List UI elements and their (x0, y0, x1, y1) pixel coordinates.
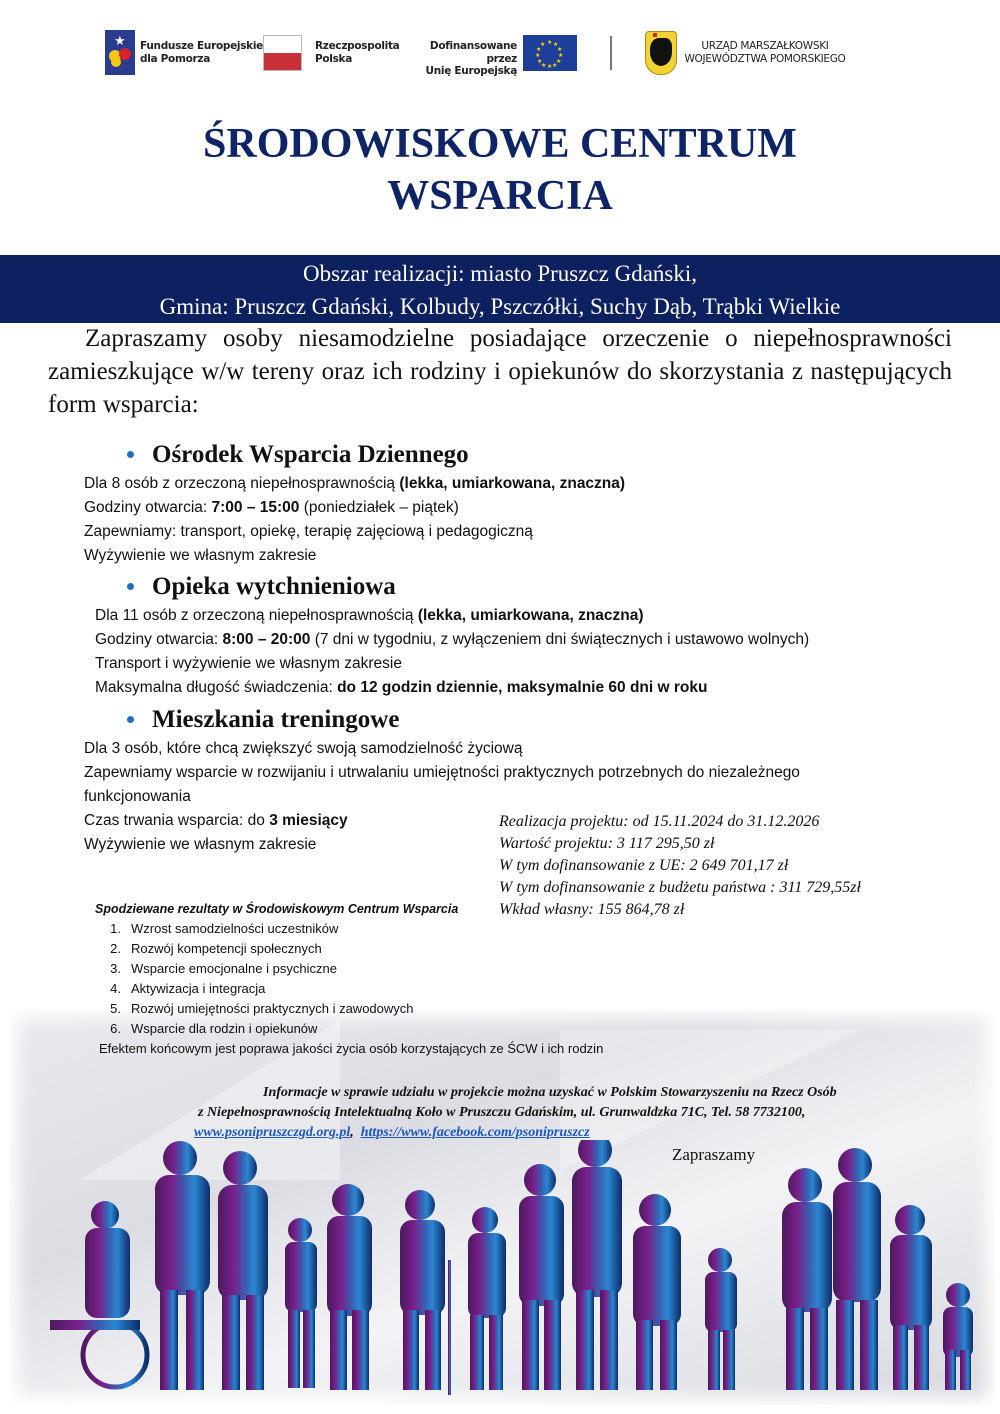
section-line: Wyżywienie we własnym zakresie (84, 547, 317, 564)
section-line: Transport i wyżywienie we własnym zakresie (95, 655, 402, 672)
results-summary: Efektem końcowym jest poprawa jakości życia osób korzystających ze ŚCW i ich rodzin (99, 1041, 604, 1056)
result-item: 3. Wsparcie emocjonalne i psychiczne (110, 961, 337, 976)
fin-total-value: Wartość projektu: 3 117 295,50 zł (499, 835, 715, 852)
link-separator: , (350, 1125, 361, 1140)
umwp-line2: WOJEWÓDZTWA POMORSKIEGO (684, 52, 846, 65)
closing-invitation: Zapraszamy (672, 1145, 756, 1164)
rp-line1: Rzeczpospolita (315, 40, 400, 52)
umwp-line1: URZĄD MARSZAŁKOWSKI (701, 40, 829, 52)
section-body-respite-care (95, 604, 809, 700)
umwp-logo-text (680, 40, 850, 65)
eu-line1: Dofinansowane przez (429, 40, 517, 65)
polish-flag-icon (263, 35, 302, 71)
facebook-link[interactable]: https://www.facebook.com/psonipruszcz (360, 1125, 590, 1140)
section-heading-text: Ośrodek Wsparcia Dziennego (152, 441, 469, 468)
section-body-daily-center (84, 472, 625, 568)
eu-logo-text (405, 40, 517, 78)
rp-logo-text (315, 40, 399, 65)
page-title (0, 118, 1000, 222)
section-line: Godziny otwarcia: 8:00 – 20:00 (7 dni w tygodniu, z wyłączeniem dni świątecznych i ustawowo wolnych) (95, 631, 810, 648)
fin-own-contribution: Wkład własny: 155 864,78 zł (499, 901, 685, 918)
expected-results (95, 899, 603, 1059)
contact-links (180, 1123, 900, 1143)
results-list (97, 919, 603, 1039)
band-line2: Gmina: Pruszcz Gdański, Kolbudy, Pszczółki, Suchy Dąb, Trąbki Wielkie (159, 294, 841, 319)
section-heading-text: Mieszkania treningowe (152, 706, 400, 733)
title-line2: WSPARCIA (387, 173, 613, 219)
result-item: 5. Rozwój umiejętności praktycznych i zawodowych (110, 1001, 414, 1016)
fin-eu-funding: W tym dofinansowanie z UE: 2 649 701,17 zł (499, 857, 789, 874)
logo-bar (105, 28, 855, 78)
contact-line1: Informacje w sprawie udziału w projekcie można uzyskać w Polskim Stowarzyszeniu na Rzecz Osób (263, 1085, 837, 1100)
fe-logo-icon: ★ (105, 30, 135, 75)
result-item: 6. Wsparcie dla rodzin i opiekunów (110, 1021, 318, 1036)
eu-flag-icon: ★ ★ ★ ★ ★ ★ ★ ★ ★ ★ ★ ★ (523, 35, 577, 71)
result-item: 4. Aktywizacja i integracja (110, 981, 266, 996)
rp-line2: Polska (315, 52, 353, 65)
fe-logo-text (140, 40, 263, 65)
eu-line2: Unię Europejską (425, 65, 517, 77)
result-item: 2. Rozwój kompetencji społecznych (110, 941, 322, 956)
intro-paragraph: Zapraszamy osoby niesamodzielne posiadające orzeczenie o niepełnosprawności zamieszkujące w/w tereny oraz ich rodziny i opiekunów do skorzystania z następujących form wsparcia: (48, 325, 952, 418)
fin-period: Realizacja projektu: od 15.11.2024 do 31.12.2026 (499, 813, 820, 830)
band-line1: Obszar realizacji: miasto Pruszcz Gdański, (302, 261, 698, 286)
section-line: Czas trwania wsparcia: do 3 miesiący (84, 812, 348, 829)
bullet-icon (127, 583, 134, 590)
section-line: Dla 11 osób z orzeczoną niepełnosprawnością (lekka, umiarkowana, znaczna) (95, 607, 644, 624)
section-heading-daily-center (127, 440, 469, 470)
website-link[interactable]: www.psonipruszczgd.org.pl (194, 1125, 351, 1140)
section-line: Wyżywienie we własnym zakresie (84, 836, 317, 853)
section-line: funkcjonowania (84, 788, 191, 805)
area-banner (0, 255, 1000, 323)
section-heading-text: Opieka wytchnieniowa (152, 573, 396, 600)
section-line: Zapewniamy wsparcie w rozwijaniu i utrwalaniu umiejętności praktycznych potrzebnych do niezależnego (84, 764, 800, 781)
bullet-icon (127, 451, 134, 458)
logo-divider (610, 36, 612, 70)
section-line: Dla 8 osób z orzeczoną niepełnosprawnością (lekka, umiarkowana, znaczna) (84, 475, 626, 492)
pomorskie-crest-icon (645, 31, 677, 75)
result-item: 1. Wzrost samodzielności uczestników (110, 921, 339, 936)
fin-state-funding: W tym dofinansowanie z budżetu państwa : 311 729,55zł (499, 879, 861, 896)
section-line: Maksymalna długość świadczenia: do 12 godzin dziennie, maksymalnie 60 dni w roku (95, 679, 708, 696)
fe-line2: dla Pomorza (140, 52, 210, 65)
section-line: Godziny otwarcia: 7:00 – 15:00 (poniedziałek – piątek) (84, 499, 459, 516)
section-heading-training-flats (127, 705, 399, 735)
section-line: Zapewniamy: transport, opiekę, terapię zajęciową i pedagogiczną (84, 523, 533, 540)
bullet-icon (127, 716, 134, 723)
people-silhouettes-image (30, 1140, 980, 1400)
contact-line2: z Niepełnosprawnością Intelektualną Koło w Pruszczu Gdańskim, ul. Grunwaldzka 71C, Tel. 58 7732100, (198, 1105, 806, 1120)
fe-line1: Fundusze Europejskie (140, 40, 263, 52)
section-heading-respite-care (127, 572, 396, 602)
section-line: Dla 3 osób, które chcą zwiększyć swoją samodzielność życiową (84, 740, 523, 757)
title-line1: ŚRODOWISKOWE CENTRUM (203, 121, 797, 167)
contact-info (180, 1083, 900, 1143)
results-title: Spodziewane rezultaty w Środowiskowym Centrum Wsparcia (95, 902, 459, 916)
